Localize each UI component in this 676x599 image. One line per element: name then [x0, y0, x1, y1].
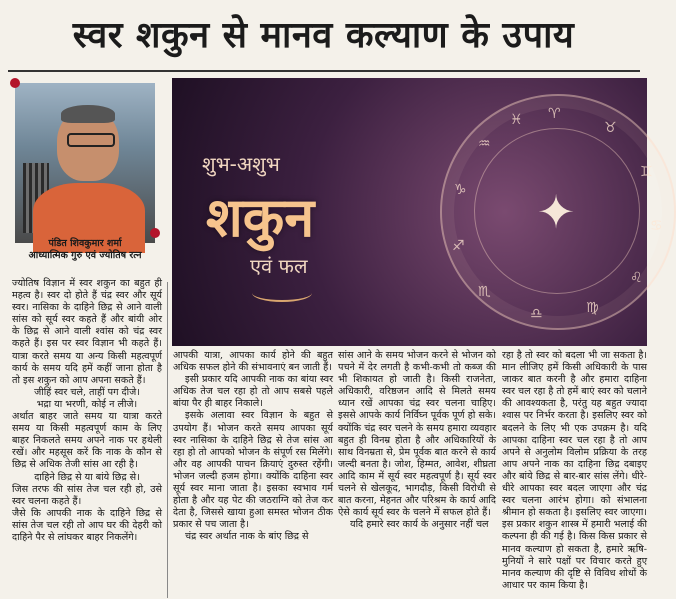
ornament-icon [252, 284, 312, 302]
glasses-icon [67, 133, 115, 147]
paragraph: अर्थात बाहर जाते समय या यात्रा करते समय या किसी महत्वपूर्ण काम के लिए बाहर निकलते समय अपने नाक पर हथेली रखें। और महसूस करें कि नाक के कौन से छिद्र से अधिक तेजी सांस आ रही है। [12, 411, 162, 471]
article-column-1 [12, 278, 162, 544]
hero-line-shakun: शकुन [206, 186, 315, 249]
zodiac-sign-icon: ♍ [586, 300, 599, 316]
hero-line-evam-phal: एवं फल [250, 254, 308, 278]
paragraph: यदि हमारे स्वर कार्य के अनुसार नहीं चल [350, 519, 489, 531]
paragraph: जिस तरफ की सांस तेज चल रही हो, उसे स्वर चलना कहते हैं। [12, 483, 162, 507]
zodiac-sign-icon: ♉ [604, 120, 617, 136]
zodiac-sign-icon: ♏ [478, 284, 491, 300]
paragraph: इसी प्रकार यदि आपकी नाक का बांया स्वर अधिक तेज चल रहा हो तो आप सबसे पहले बांया पैर ही बाहर निकाले। [173, 374, 333, 410]
article-column-4 [502, 350, 647, 592]
hero-line-shubh-ashubh: शुभ-अशुभ [202, 152, 280, 176]
zodiac-sign-icon: ♎ [530, 306, 543, 322]
zodiac-sign-icon: ♌ [630, 270, 643, 286]
paragraph: सांस आने के समय भोजन करने से भोजन को पचने में देर लगती है कभी-कभी तो कब्ज की भी शिकायत हो जाती है। किसी राजनेता, अधिकारी, वरिष्ठजन आदि से मिलते समय ध्यान रखें आपका चंद्र स्वर चलना चाहिए। इससे आपके कार्य निर्विघ्न पूर्वक पूर्ण हो सके। क्योंकि चंद्र स्वर चलने के समय हमारा व्यवहार बहुत ही विनम्र होता है और अधिकारियों के साथ विनम्रता से, प्रेम पूर्वक बात करने से कार्य जल्दी बनता है। जोश, हिम्मत, आवेश, शीघ्रता आदि काम में सूर्य स्वर महत्वपूर्ण है। सूर्य स्वर चलने से खेलकूद, भागदौड़, किसी विरोधी से बात करना, मेहनत और परिश्रम के कार्य आदि ऐसे कार्य सूर्य स्वर के चलने में सफल होते हैं। [338, 350, 496, 519]
zodiac-sign-icon: ♋ [650, 218, 663, 234]
paragraph: ज्योतिष विज्ञान में स्वर शकुन का बहुत ही महत्व है। स्वर दो होते हैं चंद्र स्वर और सूर्य स्वर। नासिका के दाहिने छिद्र से आने वाली सांस को सूर्य स्वर कहते हैं और बांयी ओर के छिद्र से आने वाली श्वांस को चंद्र स्वर कहते हैं। इस पर स्वर विज्ञान भी कहते हैं। यात्रा करते समय या अन्य किसी महत्वपूर्ण कार्य के समय यदि हमें कहीं जाना होता है तो इस शकुन को आप अपना सकते हैं। [12, 278, 162, 386]
article-column-3 [338, 350, 496, 531]
paragraph: जैसे कि आपकी नाक के दाहिने छिद्र से सांस तेज चल रही तो आप घर की देहरी को दाहिने पैर से लांघकर बाहर निकलेंगे। [12, 507, 162, 543]
zodiac-sign-icon: ♐ [452, 238, 465, 254]
zodiac-sign-icon: ♊ [640, 164, 653, 180]
paragraph: चंद्र स्वर अर्थात नाक के बांए छिद्र से [185, 531, 309, 543]
column-rule [167, 282, 168, 598]
author-photo [15, 83, 155, 243]
headline-rule [8, 70, 640, 72]
paragraph: दाहिने छिद्र से या बांये छिद्र से। [34, 471, 140, 483]
compass-star-icon: ✦ [536, 185, 576, 239]
zodiac-sign-icon: ♒ [478, 136, 491, 152]
zodiac-sign-icon: ♓ [510, 112, 523, 128]
author-hair [61, 105, 115, 123]
headline: स्वर शकुन से मानव कल्याण के उपाय [72, 14, 575, 56]
photo-corner-dot [150, 228, 160, 238]
paragraph: रहा है तो स्वर को बदला भी जा सकता है। मान लीजिए हमें किसी अधिकारी के पास जाकर बात करनी है और हमारा दाहिना स्वर चल रहा है तो हमें बाएं स्वर को चलाने की आवश्यकता है, परंतु यह बहुत ज्यादा श्वास पर निर्भर करता है। इसलिए स्वर को बदलने के लिए भी एक उपक्रम है। यदि आपका दाहिना स्वर चल रहा है तो आप अपने से अनुलोम विलोम प्रक्रिया के तरह आप अपने नाक का दाहिना छिद्र दबाइए और बांये छिद्र से बार-बार सांस लेंगे। धीरे-धीरे आपका स्वर बदल जाएगा और चंद्र स्वर चलना आरंभ होगा। को संभालना श्रीमान हो सकता है। इसलिए स्वर जाएगा। इस प्रकार शकुन शास्त्र में हमारी भलाई की कल्पना ही की गई है। किस किस प्रकार से मानव कल्याण हो सकता है, हमारे ऋषि-मुनियों ने सारे पक्षों पर विचार करते हुए मानव कल्याण की दृष्टि से विविध शोधों के आधार पर काम किया है। [502, 350, 647, 591]
zodiac-sign-icon: ♈ [548, 106, 561, 122]
article-column-2 [173, 350, 333, 544]
author-caption [10, 238, 160, 262]
hero-image [172, 78, 663, 346]
verse-line: जीहिं स्वर चले, ताहीं पग दीजे। [34, 386, 140, 398]
paragraph: आपकी यात्रा, आपका कार्य होने की बहुत अधिक सफल होने की संभावनाएं बन जाती हैं। [173, 350, 333, 374]
author-box [10, 78, 160, 278]
author-name: पंडित शिवकुमार शर्मा [48, 238, 122, 249]
verse-line: भद्रा या भरणी, कोई न लीजे। [36, 398, 138, 410]
zodiac-sign-icon: ♑ [454, 182, 467, 198]
photo-corner-dot [10, 78, 20, 88]
paragraph: इसके अलावा स्वर विज्ञान के बहुत से उपयोग हैं। भोजन करते समय आपका सूर्य स्वर नासिका के दाहिने छिद्र से तेज सांस आ रहा हो तो आपको भोजन के संपूर्ण रस मिलेंगे। और वह आपकी पाचन क्रियाएं दुरुस्त रहेंगी। भोजन जल्दी हजम होगा। क्योंकि दाहिना स्वर सूर्य स्वर माना जाता है। इसका स्वभाव गर्म होता है और यह पेट की जठराग्नि को तेज कर देता है, जिससे खाया हुआ समस्त भोजन ठीक प्रकार से पच जाता है। [173, 410, 333, 531]
author-title: आध्यात्मिक गुरु एवं ज्योतिष रत्न [28, 250, 142, 261]
